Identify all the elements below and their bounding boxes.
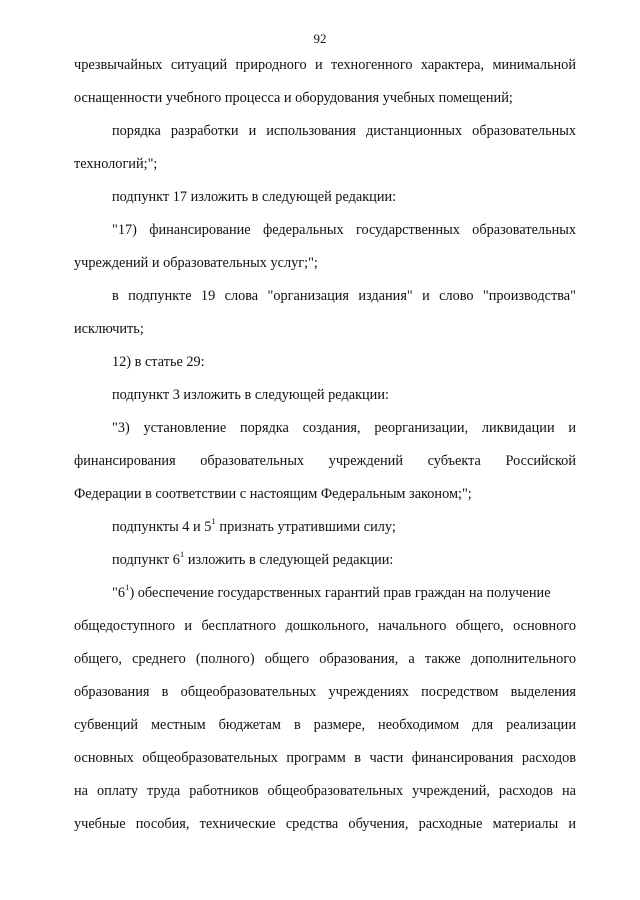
text-line: исключить;	[74, 321, 144, 337]
text-line: субвенций местным бюджетам в размере, необходимом для реализации	[74, 717, 576, 733]
text-span: ) обеспечение государственных гарантий прав граждан на получение	[129, 585, 551, 601]
text-line	[112, 517, 576, 537]
text-line: подпункт 17 изложить в следующей редакции:	[112, 189, 397, 205]
text-line: общего, среднего (полного) общего образования, а также дополнительного	[74, 651, 576, 667]
text-line: на оплату труда работников общеобразовательных учреждений, расходов на	[74, 783, 576, 799]
text-span: "6	[112, 585, 125, 601]
text-line: "3) установление порядка создания, реорганизации, ликвидации и	[112, 420, 576, 436]
text-line: оснащенности учебного процесса и оборудования учебных помещений;	[74, 90, 513, 106]
text-line: основных общеобразовательных программ в части финансирования расходов	[74, 750, 576, 766]
text-line: порядка разработки и использования дистанционных образовательных	[112, 123, 576, 139]
text-line: финансирования образовательных учреждений субъекта Российской	[74, 453, 576, 469]
superscript: 1	[125, 581, 130, 592]
text-line: "17) финансирование федеральных государственных образовательных	[112, 222, 576, 238]
text-line: чрезвычайных ситуаций природного и техногенного характера, минимальной	[74, 57, 576, 73]
text-line: учебные пособия, технические средства обучения, расходные материалы и	[74, 816, 576, 832]
text-line: в подпункте 19 слова "организация издания" и слово "производства"	[112, 288, 576, 304]
superscript: 1	[179, 548, 185, 559]
page-number: 92	[313, 31, 327, 46]
text-span: подпункты 4 и 5	[112, 519, 212, 535]
text-line: подпункт 3 изложить в следующей редакции:	[112, 387, 389, 403]
text-line	[112, 550, 576, 570]
text-line: технологий;";	[74, 156, 158, 172]
text-span: изложить в следующей редакции:	[184, 552, 394, 568]
text-line: Федерации в соответствии с настоящим Федеральным законом;";	[74, 486, 472, 502]
text-span: признать утратившими силу;	[215, 519, 396, 535]
text-line: общедоступного и бесплатного дошкольного, начального общего, основного	[74, 618, 576, 634]
text-line: 12) в статье 29:	[112, 354, 205, 370]
text-line	[112, 583, 576, 603]
superscript: 1	[211, 515, 216, 526]
text-line: образования в общеобразовательных учреждениях посредством выделения	[74, 684, 576, 700]
text-line: учреждений и образовательных услуг;";	[74, 255, 318, 271]
text-span: подпункт 6	[112, 552, 180, 568]
